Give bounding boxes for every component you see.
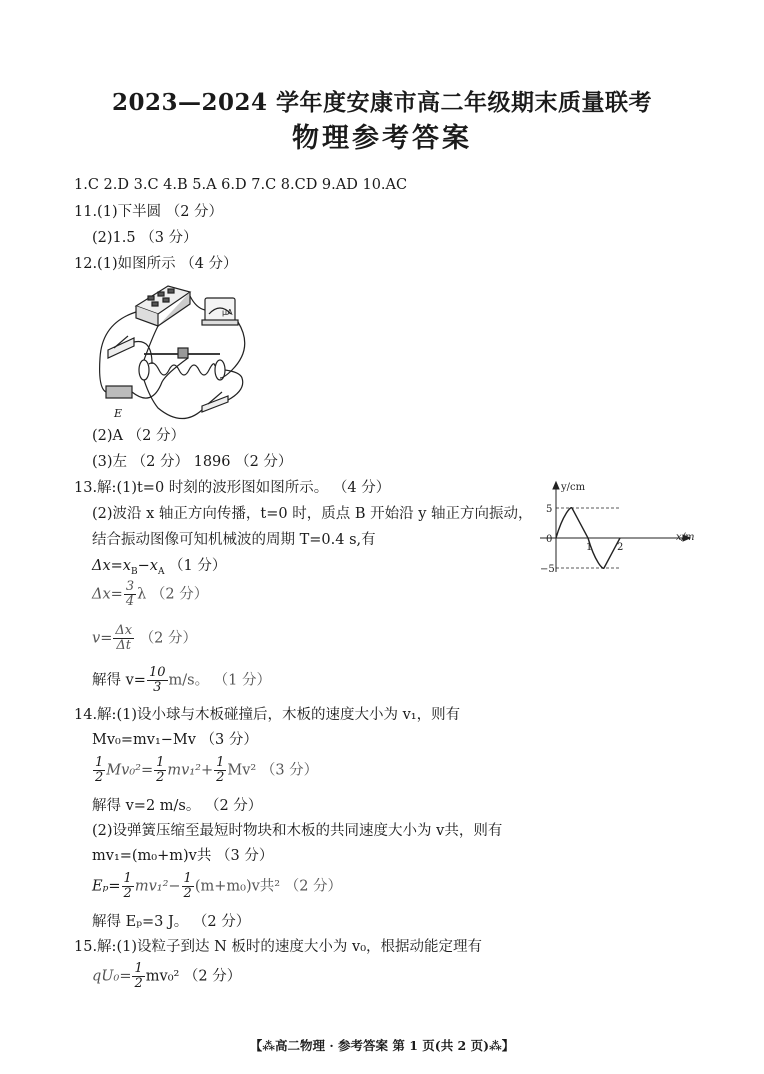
y-axis-label: y/cm: [561, 482, 586, 493]
y-tick-5: 5: [546, 504, 553, 515]
q11-part2: (2)1.5 （3 分）: [92, 230, 198, 246]
y-tick-0: 0: [546, 534, 553, 545]
q13-part2-line2: 结合振动图像可知机械波的周期 T=0.4 s,有: [92, 532, 376, 548]
q12-part3: (3)左 （2 分） 1896 （2 分）: [92, 454, 293, 470]
q14-part1: 14.解:(1)设小球与木板碰撞后，木板的速度大小为 v₁，则有: [74, 707, 461, 723]
q14-eq3: mv₁=(m₀+m)v共 （3 分）: [92, 848, 274, 864]
exam-title: 2023—2024 学年度安康市高二年级期末质量联考: [111, 89, 653, 116]
q12-part1: 12.(1)如图所示 （4 分）: [74, 256, 238, 272]
y-axis-arrow: [553, 482, 559, 489]
q14-result2: 解得 Eₚ=3 J。 （2 分）: [92, 914, 251, 930]
meter-label: μA: [222, 308, 233, 317]
battery-label: E: [114, 407, 123, 420]
answer-key-title: 物理参考答案: [292, 123, 472, 154]
q14-eq1: Mv₀=mv₁−Mv （3 分）: [92, 732, 258, 748]
q13-part2-line1: (2)波沿 x 轴正方向传播，t=0 时，质点 B 开始沿 y 轴正方向振动，: [92, 506, 533, 522]
q14-eq2: $\frac{1}{2}$ Mv₀²= $\frac{1}{2}$ mv₁²+ $\frac{1}{2}$ Mv² （3 分）: [95, 755, 319, 785]
q15-part1: 15.解:(1)设粒子到达 N 板时的速度大小为 v₀，根据动能定理有: [74, 939, 483, 955]
x-axis-label: x/m: [676, 532, 695, 543]
x-tick-1: 1: [586, 542, 593, 553]
x-tick-2: 2: [617, 542, 624, 553]
q14-result1: 解得 v=2 m/s。 （2 分）: [92, 798, 263, 814]
wave-graph: [530, 476, 700, 576]
q12-part2: (2)A （2 分）: [92, 428, 185, 444]
q13-eq3: v= $\frac{\Delta x}{\Delta t}$ （2 分）: [92, 623, 198, 653]
q14-part2: (2)设弹簧压缩至最短时物块和木板的共同速度大小为 v共，则有: [92, 823, 503, 839]
page-footer: 【⁂高二物理 · 参考答案 第 1 页(共 2 页)⁂】: [249, 1038, 515, 1053]
q14-eq4: Eₚ= $\frac{1}{2}$ mv₁²− $\frac{1}{2}$ (m+m₀)v共² （2 分）: [92, 871, 343, 901]
q15-eq1: qU₀= $\frac{1}{2}$ mv₀² （2 分）: [92, 961, 242, 991]
q13-part1: 13.解:(1)t=0 时刻的波形图如图所示。 （4 分）: [74, 480, 391, 496]
q11-part1: 11.(1)下半圆 （2 分）: [74, 204, 224, 220]
choice-answers: 1.C 2.D 3.C 4.B 5.A 6.D 7.C 8.CD 9.AD 10.AC: [74, 177, 408, 193]
y-tick-neg5: −5: [540, 564, 555, 575]
circuit-diagram: [92, 278, 252, 423]
q13-result: 解得 v= $\frac{10}{3}$ m/s。 （1 分）: [92, 665, 272, 695]
q13-eq1: $\Delta x=x_B-x_A$ （1 分）: [92, 558, 227, 577]
q13-eq2: Δx= $\frac{3}{4}$ λ （2 分）: [92, 579, 209, 609]
